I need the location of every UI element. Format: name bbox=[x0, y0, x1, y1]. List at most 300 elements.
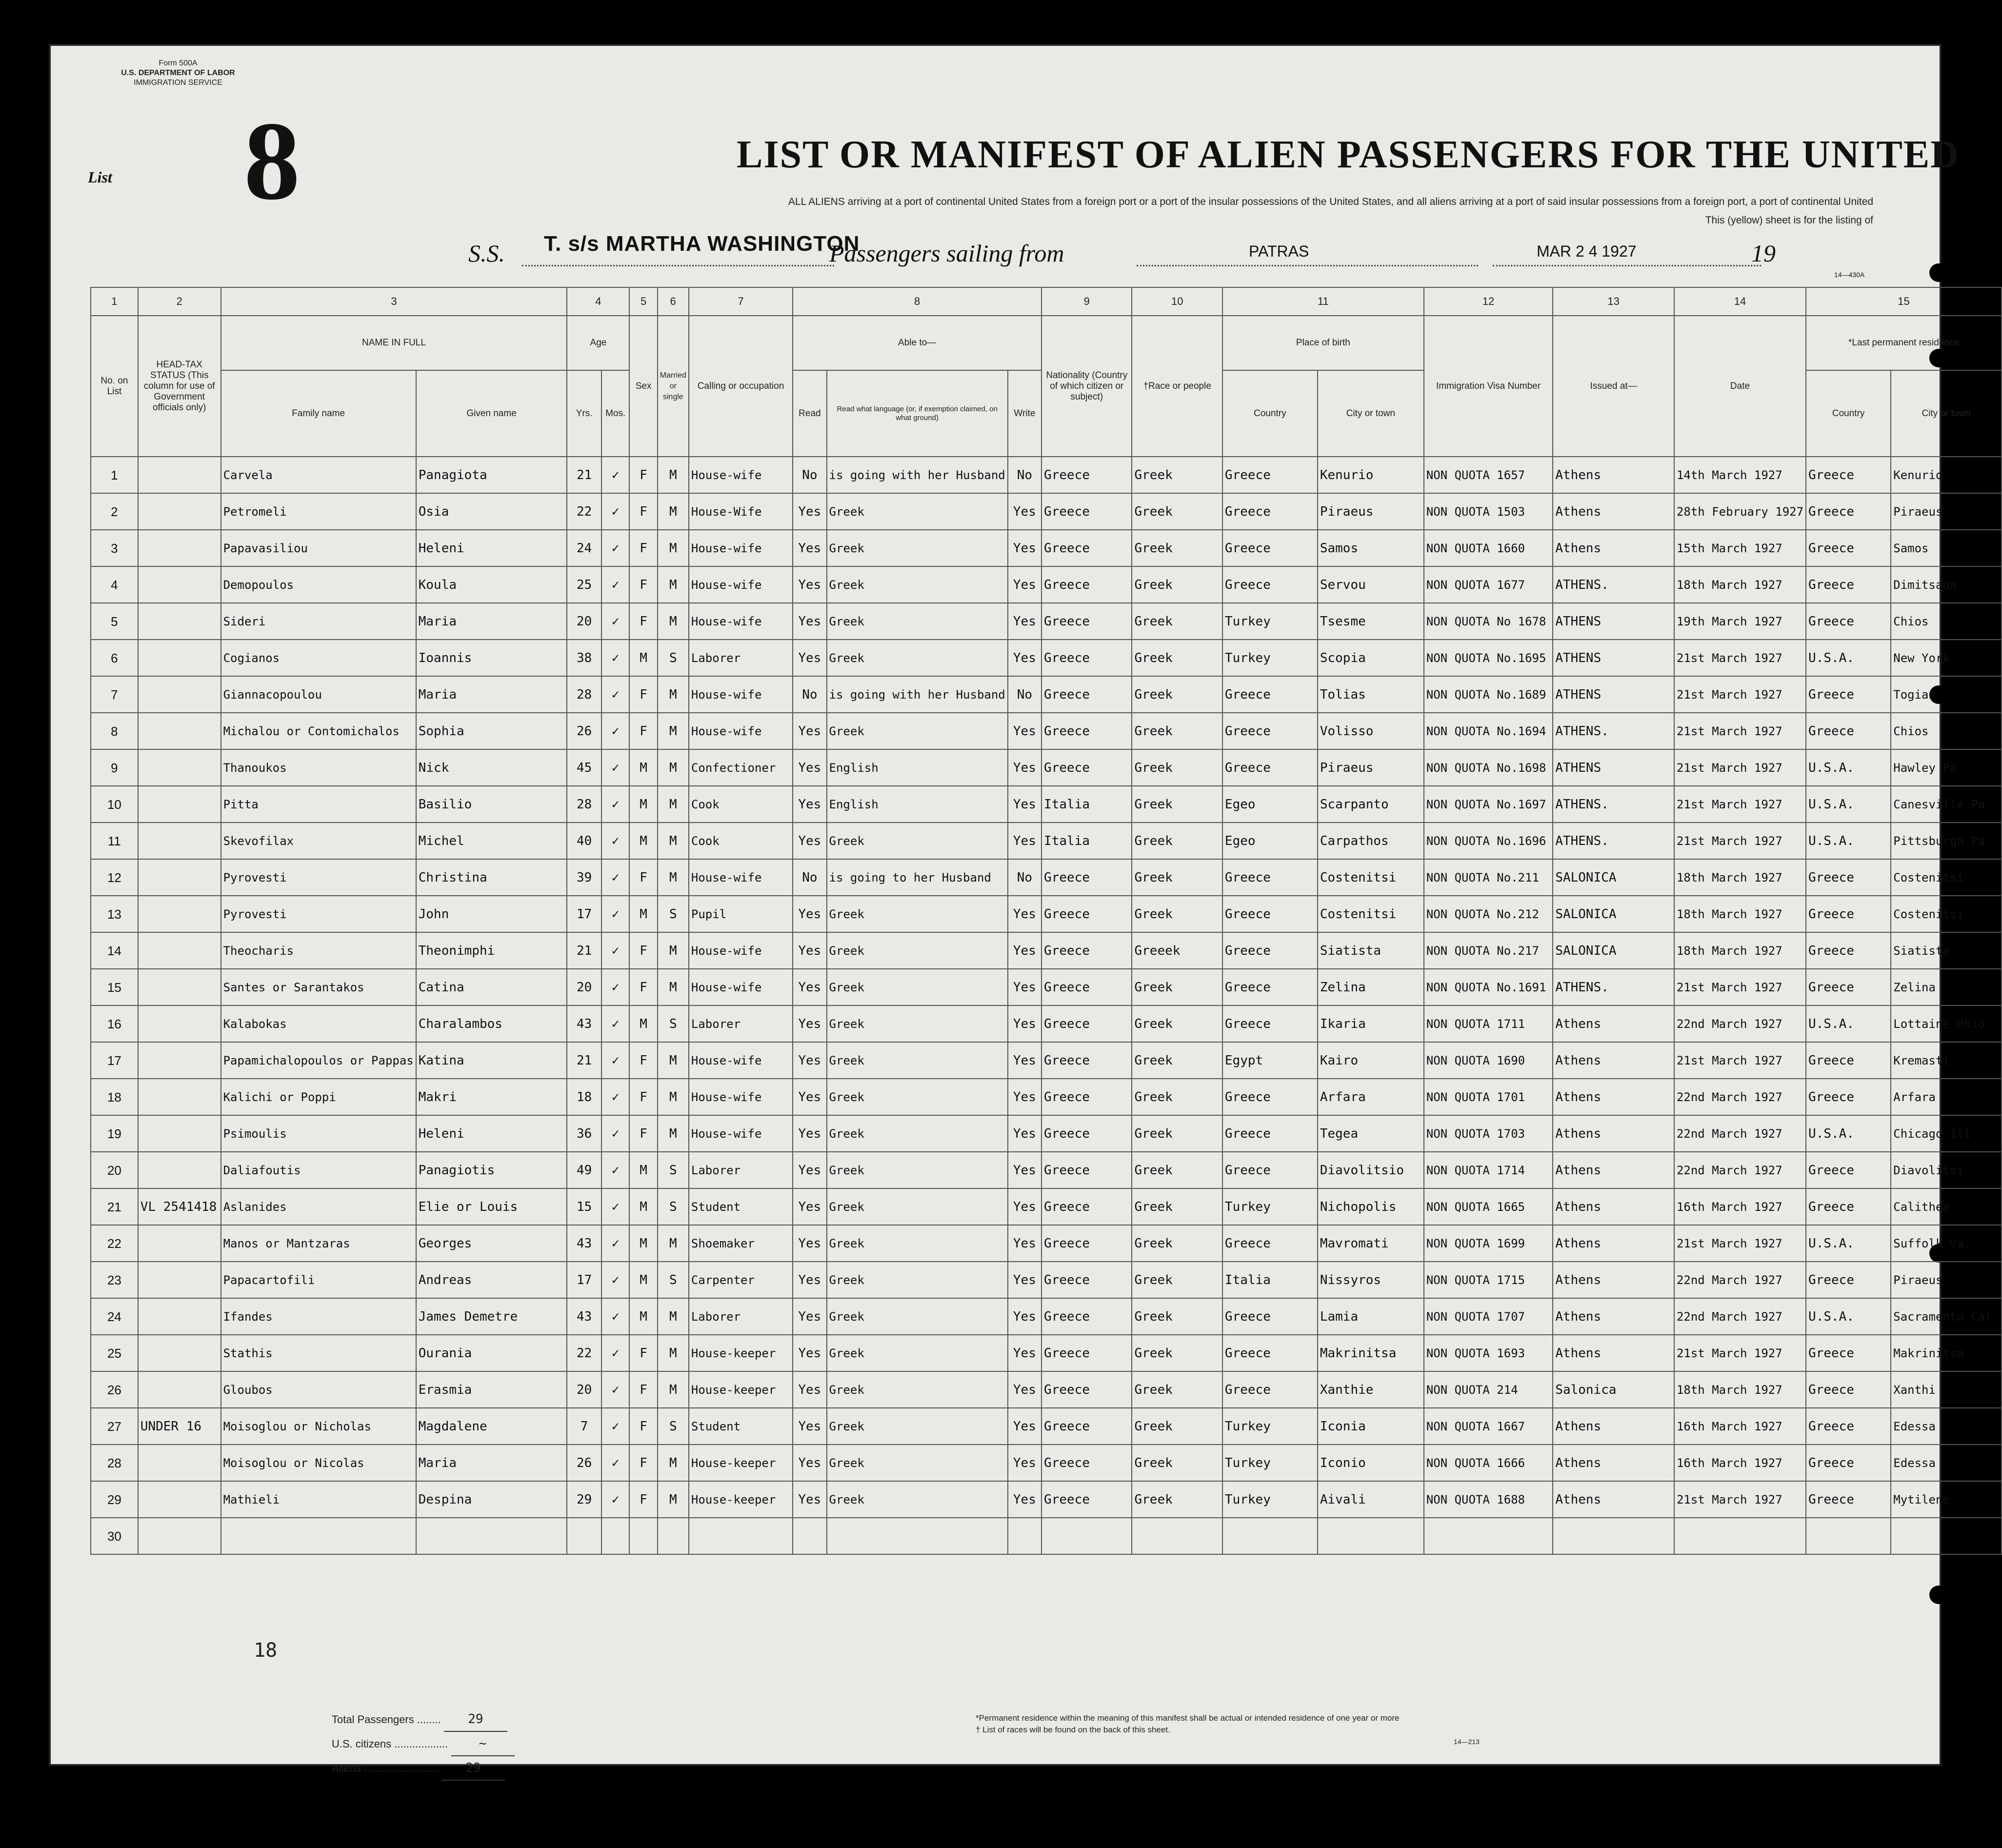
cell-sex: M bbox=[629, 823, 657, 859]
cell-no: 8 bbox=[91, 713, 138, 749]
cell-family: Michalou or Contomichalos bbox=[221, 713, 416, 749]
cell-mos: ✓ bbox=[601, 566, 630, 603]
cell-nat: Greece bbox=[1041, 713, 1132, 749]
aliens-label: Aliens bbox=[332, 1762, 361, 1774]
table-row bbox=[91, 786, 2002, 823]
cell-tax bbox=[138, 1225, 221, 1262]
cell-race: Greek bbox=[1132, 749, 1222, 786]
table-row bbox=[91, 1408, 2002, 1445]
cell-bcity: Aivali bbox=[1318, 1481, 1424, 1518]
cell-bcountry: Turkey bbox=[1222, 640, 1318, 676]
cell-mos: ✓ bbox=[601, 1115, 630, 1152]
cell-tax: UNDER 16 bbox=[138, 1408, 221, 1445]
table-row bbox=[91, 530, 2002, 566]
cell-date: 21st March 1927 bbox=[1674, 1225, 1806, 1262]
table-row bbox=[91, 1481, 2002, 1518]
cell-bcity: Costenitsi bbox=[1318, 859, 1424, 896]
cell-read: No bbox=[793, 676, 826, 713]
cell-read: Yes bbox=[793, 932, 826, 969]
cell-date: 21st March 1927 bbox=[1674, 1481, 1806, 1518]
cell-occ: House-keeper bbox=[689, 1481, 793, 1518]
cell-sex: M bbox=[629, 1188, 657, 1225]
cell-date: 14th March 1927 bbox=[1674, 457, 1806, 493]
cell-given: Andreas bbox=[416, 1262, 567, 1298]
cell-ms: M bbox=[658, 1335, 689, 1371]
cell-bcountry: Greece bbox=[1222, 859, 1318, 896]
cell-bcountry: Greece bbox=[1222, 457, 1318, 493]
cell-date: 18th March 1927 bbox=[1674, 859, 1806, 896]
cell-issued bbox=[1553, 1518, 1674, 1554]
cell-rcountry: Greece bbox=[1806, 1335, 1891, 1371]
cell-family: Giannacopoulou bbox=[221, 676, 416, 713]
cell-given: Maria bbox=[416, 603, 567, 640]
cell-sex: F bbox=[629, 1445, 657, 1481]
cell-family: Daliafoutis bbox=[221, 1152, 416, 1188]
cell-write: Yes bbox=[1008, 1371, 1041, 1408]
cell-bcity: Servou bbox=[1318, 566, 1424, 603]
cell-mos: ✓ bbox=[601, 1188, 630, 1225]
cell-tax bbox=[138, 1005, 221, 1042]
cell-tax bbox=[138, 1298, 221, 1335]
cell-rcountry: Greece bbox=[1806, 1481, 1891, 1518]
cell-nat: Greece bbox=[1041, 530, 1132, 566]
cell-mos: ✓ bbox=[601, 932, 630, 969]
cell-mos: ✓ bbox=[601, 1481, 630, 1518]
cell-bcity: Kairo bbox=[1318, 1042, 1424, 1079]
cell-race: Greek bbox=[1132, 713, 1222, 749]
table-row bbox=[91, 823, 2002, 859]
cell-given: Katina bbox=[416, 1042, 567, 1079]
cell-ms: M bbox=[658, 1115, 689, 1152]
cell-occ: Laborer bbox=[689, 1005, 793, 1042]
cell-bcountry: Greece bbox=[1222, 1225, 1318, 1262]
header-name-in-full: NAME IN FULL bbox=[221, 316, 567, 370]
cell-bcity: Carpathos bbox=[1318, 823, 1424, 859]
cell-issued: ATHENS. bbox=[1553, 823, 1674, 859]
cell-tax bbox=[138, 1042, 221, 1079]
cell-read: Yes bbox=[793, 1335, 826, 1371]
date-dotted-line bbox=[1493, 265, 1761, 266]
cell-date bbox=[1674, 1518, 1806, 1554]
cell-mos: ✓ bbox=[601, 457, 630, 493]
cell-tax bbox=[138, 969, 221, 1005]
cell-nat: Greece bbox=[1041, 1262, 1132, 1298]
cell-race: Greek bbox=[1132, 1188, 1222, 1225]
cell-tax bbox=[138, 603, 221, 640]
cell-tax bbox=[138, 823, 221, 859]
cell-visa: NON QUOTA No.1691 bbox=[1424, 969, 1553, 1005]
cell-mos: ✓ bbox=[601, 1152, 630, 1188]
cell-sex: F bbox=[629, 566, 657, 603]
cell-lang: Greek bbox=[827, 713, 1008, 749]
cell-no: 22 bbox=[91, 1225, 138, 1262]
cell-rcity: Zelina bbox=[1891, 969, 2002, 1005]
cell-ms: M bbox=[658, 969, 689, 1005]
cell-date: 21st March 1927 bbox=[1674, 749, 1806, 786]
cell-rcountry: Greece bbox=[1806, 530, 1891, 566]
cell-lang: Greek bbox=[827, 1335, 1008, 1371]
cell-visa: NON QUOTA 1714 bbox=[1424, 1152, 1553, 1188]
cell-yrs: 21 bbox=[567, 1042, 601, 1079]
cell-yrs: 45 bbox=[567, 749, 601, 786]
cell-rcity: Samos bbox=[1891, 530, 2002, 566]
column-number: 8 bbox=[793, 287, 1041, 316]
cell-lang: Greek bbox=[827, 1481, 1008, 1518]
cell-rcountry: U.S.A. bbox=[1806, 640, 1891, 676]
cell-family: Sideri bbox=[221, 603, 416, 640]
cell-issued: SALONICA bbox=[1553, 932, 1674, 969]
date-stamp: MAR 2 4 1927 bbox=[1537, 242, 1637, 260]
table-row bbox=[91, 1262, 2002, 1298]
cell-no: 29 bbox=[91, 1481, 138, 1518]
cell-race: Greek bbox=[1132, 493, 1222, 530]
cell-bcountry: Greece bbox=[1222, 1152, 1318, 1188]
cell-ms: M bbox=[658, 786, 689, 823]
cell-visa: NON QUOTA No.212 bbox=[1424, 896, 1553, 932]
cell-yrs: 36 bbox=[567, 1115, 601, 1152]
cell-write: Yes bbox=[1008, 1262, 1041, 1298]
cell-ms: M bbox=[658, 1481, 689, 1518]
cell-rcity: Suffolk Va. bbox=[1891, 1225, 2002, 1262]
cell-occ: House-keeper bbox=[689, 1335, 793, 1371]
cell-lang: Greek bbox=[827, 1188, 1008, 1225]
cell-bcity: Piraeus bbox=[1318, 749, 1424, 786]
cell-issued: ATHENS. bbox=[1553, 969, 1674, 1005]
cell-lang: Greek bbox=[827, 1152, 1008, 1188]
cell-bcountry: Greece bbox=[1222, 1298, 1318, 1335]
cell-no: 12 bbox=[91, 859, 138, 896]
cell-rcity: Hawley Pa bbox=[1891, 749, 2002, 786]
cell-lang: Greek bbox=[827, 603, 1008, 640]
cell-rcountry: Greece bbox=[1806, 1262, 1891, 1298]
cell-rcity: Pittsburgh Pa bbox=[1891, 823, 2002, 859]
table-row bbox=[91, 1115, 2002, 1152]
cell-sex: F bbox=[629, 1408, 657, 1445]
cell-visa: NON QUOTA 1667 bbox=[1424, 1408, 1553, 1445]
cell-rcountry: Greece bbox=[1806, 1445, 1891, 1481]
cell-issued: SALONICA bbox=[1553, 859, 1674, 896]
form-code: 14—213 bbox=[1454, 1738, 1480, 1746]
cell-given: John bbox=[416, 896, 567, 932]
cell-visa: NON QUOTA No.1695 bbox=[1424, 640, 1553, 676]
manifest-table bbox=[90, 287, 2002, 1555]
cell-family: Pitta bbox=[221, 786, 416, 823]
cell-bcity: Iconia bbox=[1318, 1408, 1424, 1445]
cell-rcity: Xanthi bbox=[1891, 1371, 2002, 1408]
cell-ms: S bbox=[658, 1152, 689, 1188]
service-name: IMMIGRATION SERVICE bbox=[134, 79, 222, 87]
cell-yrs: 28 bbox=[567, 786, 601, 823]
cell-lang: Greek bbox=[827, 1005, 1008, 1042]
cell-yrs: 21 bbox=[567, 457, 601, 493]
cell-read: No bbox=[793, 859, 826, 896]
cell-read: Yes bbox=[793, 566, 826, 603]
cell-ms: M bbox=[658, 457, 689, 493]
cell-yrs: 21 bbox=[567, 932, 601, 969]
cell-date: 18th March 1927 bbox=[1674, 896, 1806, 932]
cell-issued: Salonica bbox=[1553, 1371, 1674, 1408]
cell-yrs: 7 bbox=[567, 1408, 601, 1445]
header-place-of-birth: Place of birth bbox=[1222, 316, 1424, 370]
column-number: 15 bbox=[1806, 287, 2002, 316]
cell-ms: M bbox=[658, 493, 689, 530]
cell-ms: M bbox=[658, 1225, 689, 1262]
cell-nat: Greece bbox=[1041, 1115, 1132, 1152]
sailing-label: Passengers sailing from bbox=[829, 240, 1064, 267]
cell-read bbox=[793, 1518, 826, 1554]
cell-rcountry: U.S.A. bbox=[1806, 1225, 1891, 1262]
cell-no: 14 bbox=[91, 932, 138, 969]
cell-family: Papamichalopoulos or Pappas bbox=[221, 1042, 416, 1079]
cell-nat: Italia bbox=[1041, 786, 1132, 823]
total-passengers-label: Total Passengers bbox=[332, 1713, 414, 1726]
cell-given: Ourania bbox=[416, 1335, 567, 1371]
cell-date: 22nd March 1927 bbox=[1674, 1115, 1806, 1152]
cell-given: Charalambos bbox=[416, 1005, 567, 1042]
cell-given: Panagiotis bbox=[416, 1152, 567, 1188]
cell-issued: Athens bbox=[1553, 1188, 1674, 1225]
cell-lang: Greek bbox=[827, 1079, 1008, 1115]
cell-rcity: Arfara bbox=[1891, 1079, 2002, 1115]
header-write: Write bbox=[1008, 370, 1041, 457]
cell-occ: House-wife bbox=[689, 530, 793, 566]
table-row bbox=[91, 1042, 2002, 1079]
cell-sex: M bbox=[629, 1005, 657, 1042]
cell-date: 19th March 1927 bbox=[1674, 603, 1806, 640]
cell-occ: House-wife bbox=[689, 932, 793, 969]
citizens-value: ~ bbox=[451, 1732, 515, 1756]
cell-no: 20 bbox=[91, 1152, 138, 1188]
cell-date: 22nd March 1927 bbox=[1674, 1262, 1806, 1298]
header-read-language: Read what language (or, if exemption claimed, on what ground) bbox=[827, 370, 1008, 457]
cell-tax bbox=[138, 530, 221, 566]
cell-rcountry: Greece bbox=[1806, 1152, 1891, 1188]
cell-given: Catina bbox=[416, 969, 567, 1005]
passenger-rows bbox=[91, 457, 2002, 1554]
cell-lang: Greek bbox=[827, 823, 1008, 859]
cell-rcountry: Greece bbox=[1806, 1079, 1891, 1115]
cell-race: Greek bbox=[1132, 786, 1222, 823]
table-row bbox=[91, 566, 2002, 603]
cell-read: Yes bbox=[793, 1042, 826, 1079]
cell-race: Greeek bbox=[1132, 932, 1222, 969]
cell-mos: ✓ bbox=[601, 1042, 630, 1079]
form-header bbox=[90, 59, 266, 88]
cell-date: 18th March 1927 bbox=[1674, 1371, 1806, 1408]
cell-write: Yes bbox=[1008, 896, 1041, 932]
cell-read: Yes bbox=[793, 1371, 826, 1408]
cell-ms: M bbox=[658, 530, 689, 566]
cell-bcountry: Turkey bbox=[1222, 1408, 1318, 1445]
cell-yrs: 49 bbox=[567, 1152, 601, 1188]
cell-sex: F bbox=[629, 530, 657, 566]
cell-bcity: Makrinitsa bbox=[1318, 1335, 1424, 1371]
cell-write: Yes bbox=[1008, 1225, 1041, 1262]
cell-ms: M bbox=[658, 859, 689, 896]
cell-bcountry: Italia bbox=[1222, 1262, 1318, 1298]
cell-occ: House-wife bbox=[689, 603, 793, 640]
cell-read: Yes bbox=[793, 1262, 826, 1298]
header-visa-number: Immigration Visa Number bbox=[1424, 316, 1553, 457]
cell-visa bbox=[1424, 1518, 1553, 1554]
cell-bcity: Tegea bbox=[1318, 1115, 1424, 1152]
list-label: List bbox=[88, 168, 112, 186]
cell-yrs: 43 bbox=[567, 1225, 601, 1262]
cell-occ: Student bbox=[689, 1408, 793, 1445]
table-row bbox=[91, 1225, 2002, 1262]
cell-no: 6 bbox=[91, 640, 138, 676]
cell-tax bbox=[138, 859, 221, 896]
cell-given: Erasmia bbox=[416, 1371, 567, 1408]
cell-race: Greek bbox=[1132, 566, 1222, 603]
cell-write: No bbox=[1008, 457, 1041, 493]
cell-bcity: Mavromati bbox=[1318, 1225, 1424, 1262]
cell-race: Greek bbox=[1132, 823, 1222, 859]
cell-occ: Laborer bbox=[689, 1152, 793, 1188]
cell-mos: ✓ bbox=[601, 493, 630, 530]
cell-issued: Athens bbox=[1553, 1115, 1674, 1152]
cell-visa: NON QUOTA 1693 bbox=[1424, 1335, 1553, 1371]
cell-family: Manos or Mantzaras bbox=[221, 1225, 416, 1262]
cell-race: Greek bbox=[1132, 1005, 1222, 1042]
cell-read: Yes bbox=[793, 749, 826, 786]
cell-family: Skevofilax bbox=[221, 823, 416, 859]
cell-mos: ✓ bbox=[601, 1079, 630, 1115]
cell-tax bbox=[138, 749, 221, 786]
cell-date: 22nd March 1927 bbox=[1674, 1298, 1806, 1335]
cell-rcountry: U.S.A. bbox=[1806, 786, 1891, 823]
cell-visa: NON QUOTA 214 bbox=[1424, 1371, 1553, 1408]
total-passengers-line: Total Passengers ........ 29 bbox=[332, 1707, 515, 1732]
cell-date: 21st March 1927 bbox=[1674, 1335, 1806, 1371]
cell-yrs: 38 bbox=[567, 640, 601, 676]
cell-bcity: Volisso bbox=[1318, 713, 1424, 749]
cell-rcountry: Greece bbox=[1806, 603, 1891, 640]
cell-read: Yes bbox=[793, 1481, 826, 1518]
cell-family: Kalabokas bbox=[221, 1005, 416, 1042]
cell-family: Petromeli bbox=[221, 493, 416, 530]
cell-yrs: 29 bbox=[567, 1481, 601, 1518]
cell-sex: M bbox=[629, 1152, 657, 1188]
cell-ms: S bbox=[658, 640, 689, 676]
cell-occ: House-wife bbox=[689, 969, 793, 1005]
cell-sex: M bbox=[629, 1262, 657, 1298]
cell-rcountry: Greece bbox=[1806, 713, 1891, 749]
cell-no: 2 bbox=[91, 493, 138, 530]
cell-given: Michel bbox=[416, 823, 567, 859]
cell-lang: Greek bbox=[827, 1408, 1008, 1445]
cell-no: 25 bbox=[91, 1335, 138, 1371]
header-age: Age bbox=[567, 316, 629, 370]
cell-visa: NON QUOTA No.1696 bbox=[1424, 823, 1553, 859]
table-row bbox=[91, 1445, 2002, 1481]
cell-read: Yes bbox=[793, 1079, 826, 1115]
cell-no: 16 bbox=[91, 1005, 138, 1042]
cell-sex: F bbox=[629, 859, 657, 896]
cell-no: 13 bbox=[91, 896, 138, 932]
cell-bcountry: Greece bbox=[1222, 1335, 1318, 1371]
cell-ms: S bbox=[658, 896, 689, 932]
cell-read: Yes bbox=[793, 1188, 826, 1225]
cell-bcountry: Greece bbox=[1222, 493, 1318, 530]
cell-race: Greek bbox=[1132, 603, 1222, 640]
cell-issued: Athens bbox=[1553, 457, 1674, 493]
table-row bbox=[91, 1188, 2002, 1225]
cell-visa: NON QUOTA No.1689 bbox=[1424, 676, 1553, 713]
cell-visa: NON QUOTA 1711 bbox=[1424, 1005, 1553, 1042]
cell-given: Despina bbox=[416, 1481, 567, 1518]
cell-ms: M bbox=[658, 1445, 689, 1481]
cell-ms: M bbox=[658, 823, 689, 859]
cell-bcountry: Turkey bbox=[1222, 603, 1318, 640]
cell-tax bbox=[138, 1079, 221, 1115]
cell-visa: NON QUOTA 1699 bbox=[1424, 1225, 1553, 1262]
cell-no: 4 bbox=[91, 566, 138, 603]
cell-bcountry: Greece bbox=[1222, 1079, 1318, 1115]
cell-write: Yes bbox=[1008, 1079, 1041, 1115]
cell-bcity: Diavolitsio bbox=[1318, 1152, 1424, 1188]
cell-yrs bbox=[567, 1518, 601, 1554]
cell-yrs: 43 bbox=[567, 1298, 601, 1335]
cell-given: Koula bbox=[416, 566, 567, 603]
cell-mos: ✓ bbox=[601, 676, 630, 713]
cell-issued: ATHENS bbox=[1553, 749, 1674, 786]
cell-date: 21st March 1927 bbox=[1674, 969, 1806, 1005]
column-number: 1 bbox=[91, 287, 138, 316]
cell-sex bbox=[629, 1518, 657, 1554]
cell-issued: Athens bbox=[1553, 1225, 1674, 1262]
header-mos: Mos. bbox=[601, 370, 630, 457]
cell-given bbox=[416, 1518, 567, 1554]
cell-read: Yes bbox=[793, 1225, 826, 1262]
cell-race: Greek bbox=[1132, 1152, 1222, 1188]
cell-occ: Confectioner bbox=[689, 749, 793, 786]
cell-rcity: Edessa bbox=[1891, 1445, 2002, 1481]
cell-tax bbox=[138, 1335, 221, 1371]
cell-rcountry bbox=[1806, 1518, 1891, 1554]
cell-read: No bbox=[793, 457, 826, 493]
cell-sex: F bbox=[629, 676, 657, 713]
cell-nat: Greece bbox=[1041, 493, 1132, 530]
cell-lang: English bbox=[827, 786, 1008, 823]
punch-hole bbox=[1929, 1586, 1948, 1604]
cell-visa: NON QUOTA 1666 bbox=[1424, 1445, 1553, 1481]
cell-visa: NON QUOTA No.211 bbox=[1424, 859, 1553, 896]
table-row bbox=[91, 493, 2002, 530]
cell-issued: Athens bbox=[1553, 1298, 1674, 1335]
cell-sex: M bbox=[629, 1225, 657, 1262]
cell-lang: is going with her Husband bbox=[827, 457, 1008, 493]
cell-occ: House-wife bbox=[689, 676, 793, 713]
cell-nat: Greece bbox=[1041, 932, 1132, 969]
ship-name: T. s/s MARTHA WASHINGTON bbox=[544, 232, 860, 256]
cell-family: Thanoukos bbox=[221, 749, 416, 786]
cell-rcity: Piraeus bbox=[1891, 493, 2002, 530]
cell-issued: ATHENS. bbox=[1553, 566, 1674, 603]
cell-nat: Greece bbox=[1041, 859, 1132, 896]
table-row bbox=[91, 1371, 2002, 1408]
cell-ms: S bbox=[658, 1262, 689, 1298]
cell-date: 22nd March 1927 bbox=[1674, 1005, 1806, 1042]
cell-occ: Shoemaker bbox=[689, 1225, 793, 1262]
cell-tax bbox=[138, 713, 221, 749]
cell-nat: Greece bbox=[1041, 1005, 1132, 1042]
cell-sex: F bbox=[629, 1335, 657, 1371]
cell-issued: ATHENS bbox=[1553, 676, 1674, 713]
header-last-residence: *Last permanent residence bbox=[1806, 316, 2002, 370]
column-number: 2 bbox=[138, 287, 221, 316]
cell-nat: Greece bbox=[1041, 1371, 1132, 1408]
